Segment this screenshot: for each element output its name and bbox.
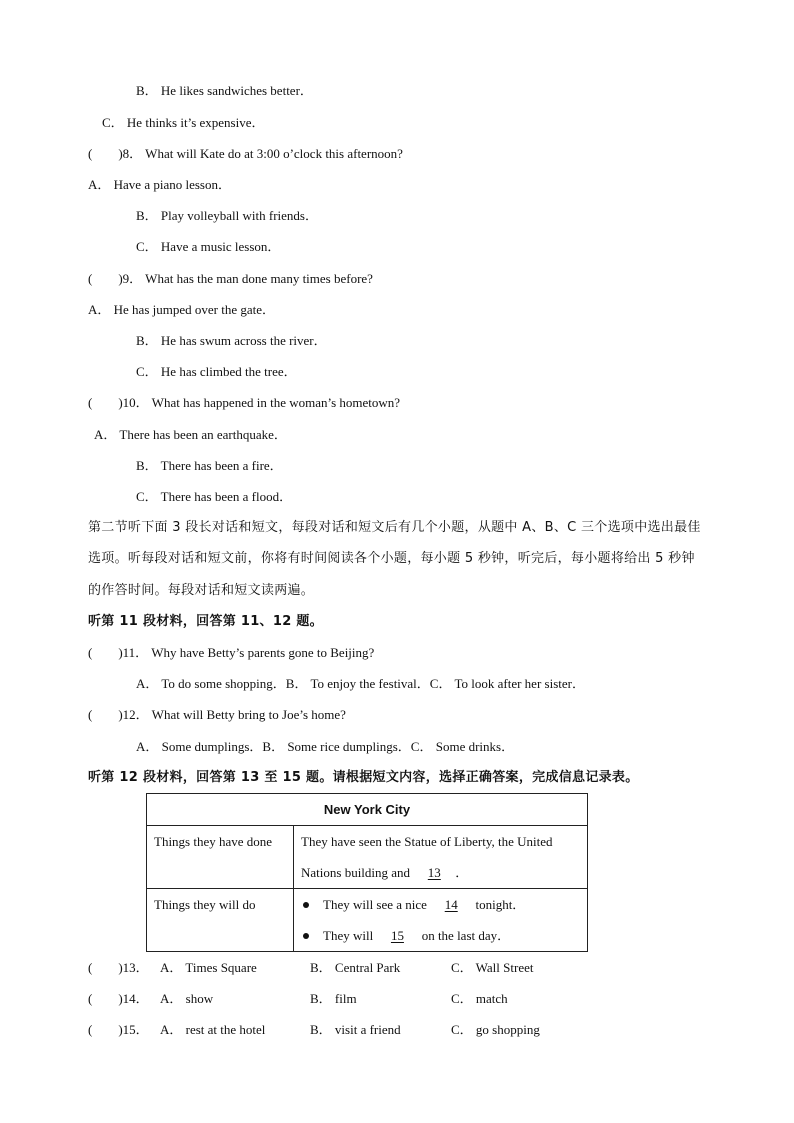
q15-option-c: C． go shopping: [451, 1022, 540, 1037]
q10-stem: ( )10． What has happened in the woman’s hometown?: [88, 395, 401, 410]
blank-14: 14: [444, 897, 458, 912]
table-row1-line2-text: Nations building and: [301, 865, 411, 880]
q14-option-b: B． film: [310, 991, 357, 1006]
q14-option-c: C． match: [451, 991, 508, 1006]
table-row1-line1: They have seen the Statue of Liberty, the United: [301, 834, 553, 849]
table-row2-value: [294, 889, 588, 952]
bullet-icon: [303, 933, 309, 939]
table-row1-label: Things they have done: [147, 826, 294, 889]
table-row2-item2: [301, 920, 580, 951]
table-row2-label: Things they will do: [147, 889, 294, 952]
section2-instructions-line2: 选项。听每段对话和短文前，你将有时间阅读各个小题，每小题 5 秒钟，听完后，每小题将给出 5 秒钟: [88, 551, 695, 566]
section2-instructions-line3: 的作答时间。每段对话和短文读两遍。: [88, 583, 315, 598]
table-row1-line2-end: ．: [455, 865, 469, 880]
table-row2-item1-end: tonight．: [475, 897, 526, 912]
q11-options: A． To do some shopping．B． To enjoy the festival．C． To look after her sister．: [136, 676, 585, 691]
q13-option-c: C． Wall Street: [451, 960, 534, 975]
q9-option-b: B． He has swum across the river．: [136, 333, 327, 348]
q9-option-a: A． He has jumped over the gate．: [88, 302, 276, 317]
blank-13: 13: [427, 865, 441, 880]
q15-option-b: B． visit a friend: [310, 1022, 401, 1037]
table-row2-item1-text: They will see a nice: [323, 897, 427, 912]
table-row2-item1: [301, 889, 580, 920]
q7-option-c: C． He thinks it’s expensive．: [102, 115, 265, 130]
info-record-table: [146, 793, 588, 952]
table-row1-value: [294, 826, 588, 889]
q15-stem: ( )15．: [88, 1022, 149, 1037]
q8-option-b: B． Play volleyball with friends．: [136, 208, 318, 223]
q11-stem: ( )11． Why have Betty’s parents gone to Beijing?: [88, 645, 375, 660]
q9-option-c: C． He has climbed the tree．: [136, 364, 297, 379]
q10-option-a: A． There has been an earthquake．: [94, 427, 287, 442]
q9-stem: ( )9． What has the man done many times before?: [88, 271, 373, 286]
q8-stem: ( )8． What will Kate do at 3:00 o’clock this afternoon?: [88, 146, 403, 161]
table-row2-item2-text: They will: [323, 928, 374, 943]
q12-options: A． Some dumplings．B． Some rice dumplings．C． Some drinks．: [136, 739, 515, 754]
q7-option-b: B． He likes sandwiches better．: [136, 83, 313, 98]
table-row2-item2-end: on the last day．: [421, 928, 511, 943]
q10-option-c: C． There has been a flood．: [136, 489, 293, 504]
q14-stem: ( )14．: [88, 991, 149, 1006]
material11-heading: 听第 11 段材料，回答第 11、12 题。: [88, 614, 323, 629]
q14-option-a: A． show: [160, 991, 214, 1006]
q8-option-c: C． Have a music lesson．: [136, 239, 281, 254]
table-row1-line2: [301, 857, 580, 888]
material12-heading: 听第 12 段材料，回答第 13 至 15 题。请根据短文内容，选择正确答案，完成信息记录表。: [88, 770, 639, 785]
section2-instructions-line1: 第二节听下面 3 段长对话和短文，每段对话和短文后有几个小题，从题中 A、B、C 三个选项中选出最佳: [88, 520, 701, 535]
q10-option-b: B． There has been a fire．: [136, 458, 283, 473]
blank-15: 15: [390, 928, 404, 943]
q13-option-b: B． Central Park: [310, 960, 401, 975]
q13-stem: ( )13．: [88, 960, 149, 975]
q8-option-a: A． Have a piano lesson．: [88, 177, 231, 192]
q15-option-a: A． rest at the hotel: [160, 1022, 266, 1037]
q13-option-a: A． Times Square: [160, 960, 257, 975]
table-title: New York City: [147, 794, 588, 826]
bullet-icon: [303, 902, 309, 908]
q12-stem: ( )12． What will Betty bring to Joe’s home?: [88, 707, 346, 722]
